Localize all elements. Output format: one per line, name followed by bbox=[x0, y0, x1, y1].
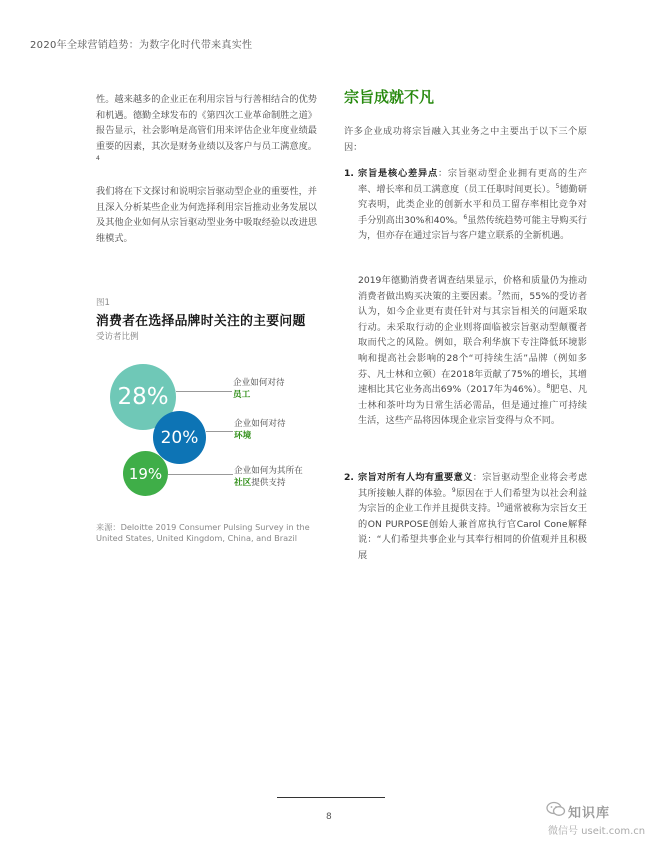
footnote-ref: 10 bbox=[496, 502, 504, 510]
footer-divider bbox=[277, 797, 385, 798]
label-highlight: 环境 bbox=[234, 431, 252, 441]
label-text: 企业如何为其所在 bbox=[234, 466, 303, 476]
bubble-label-community bbox=[234, 465, 303, 489]
figure-title: 消费者在选择品牌时关注的主要问题 bbox=[96, 314, 306, 329]
label-highlight: 社区 bbox=[234, 478, 252, 488]
left-paragraph-2: 我们将在下文探讨和说明宗旨驱动型企业的重要性，并且深入分析某些企业为何选择利用宗旨推动业务发展以及其他企业如何从宗旨驱动型业务中吸取经验以改进思维模式。 bbox=[96, 186, 317, 244]
list-number: 1. bbox=[344, 168, 354, 179]
bubble-label-employees bbox=[233, 377, 285, 401]
list-lead: 宗旨是核心差异点 bbox=[358, 168, 438, 179]
list-text: 原因在于人们希望为以社会利益为宗旨的企业工作并且提供支持。 bbox=[358, 487, 588, 515]
list-item-1 bbox=[344, 166, 587, 244]
list-lead: 宗旨对所有人均有重要意义 bbox=[358, 472, 473, 483]
list-text: 通常被称为宗旨女王的ON PURPOSE创始人兼首席执行官Carol Cone解释说：“人们希望共事企业与其奉行相同的价值观并且积极展 bbox=[358, 503, 588, 561]
intro-paragraph: 许多企业成功将宗旨融入其业务之中主要出于以下三个原因： bbox=[344, 126, 587, 153]
footnote-ref: 9 bbox=[451, 486, 456, 494]
para-text: 肥皂、凡士林和茶叶均为日常生活必需品，但是通过推广可持续生活，这些产品将因体现企业宗旨变得与众不同。 bbox=[358, 384, 588, 427]
watermark-brand: 知识库 bbox=[568, 806, 611, 821]
label-text: 提供支持 bbox=[251, 478, 286, 488]
footnote-ref: 8 bbox=[546, 383, 551, 391]
bubble-label-environment bbox=[234, 418, 286, 442]
left-paragraph-1 bbox=[96, 92, 317, 170]
list-text: ：宗旨驱动型企业拥有更高的生产率、增长率和员工满意度（员工任职时间更长）。 bbox=[358, 168, 588, 195]
list-text: ：宗旨驱动型企业将会考虑其所接触人群的体验。 bbox=[358, 472, 588, 499]
left-paragraph-1-text: 性。越来越多的企业正在利用宗旨与行善相结合的优势和机遇。德勤全球发布的《第四次工业革命制胜之道》报告显示，社会影响是高管们用来评估企业年度业绩最重要的因素，其次是财务业绩以及客户与员工满意度。 bbox=[96, 94, 317, 152]
wechat-icon bbox=[546, 801, 566, 817]
list-number: 2. bbox=[344, 472, 354, 483]
bubble-environment: 20% bbox=[153, 411, 206, 464]
figure-subtitle: 受访者比例 bbox=[96, 332, 139, 342]
page-number: 8 bbox=[326, 812, 332, 822]
label-text: 企业如何对待 bbox=[233, 378, 285, 388]
mid-paragraph bbox=[358, 273, 587, 429]
connector-line bbox=[206, 431, 233, 432]
list-item-2 bbox=[344, 470, 587, 564]
footnote-ref: 7 bbox=[497, 289, 502, 297]
connector-line bbox=[168, 474, 233, 475]
para-text: 2019年德勤消费者调查结果显示，价格和质量仍为推动消费者做出购买决策的主要因素。 bbox=[358, 275, 587, 302]
section-title: 宗旨成就不凡 bbox=[344, 88, 435, 106]
bubble-employees: 28% bbox=[110, 364, 176, 430]
footnote-ref: 5 bbox=[555, 182, 560, 190]
list-text: 德勤研究表明，此类企业的创新水平和员工留存率相比竞争对手分别高出30%和40%。 bbox=[358, 183, 587, 226]
page-header: 2020年全球营销趋势：为数字化时代带来真实性 bbox=[30, 40, 253, 51]
bubble-community: 19% bbox=[123, 451, 168, 496]
footnote-ref: 6 bbox=[463, 213, 468, 221]
list-text: 虽然传统趋势可能主导购买行为，但亦存在通过宗旨与客户建立联系的全新机遇。 bbox=[358, 214, 587, 242]
watermark-sub: 微信号 useit.com.cn bbox=[548, 826, 646, 837]
footnote-ref: 4 bbox=[96, 155, 100, 163]
figure-label: 图1 bbox=[96, 298, 110, 308]
connector-line bbox=[176, 391, 232, 392]
para-text: 然而，55%的受访者认为，如今企业更有责任针对与其宗旨相关的问题采取行动。未采取行动的企业则将面临被宗旨驱动型颠覆者取而代之的风险。例如，联合利华旗下专注降低环境影响和提高社会影响的28个“可持续生活”品牌（例如多芬、凡士林和立顿）在2018年贡献了75%的增长，其增速相比其它业务高出69%（2017年为46%）。 bbox=[358, 290, 588, 396]
label-text: 企业如何对待 bbox=[234, 419, 286, 429]
figure-source: 来源：Deloitte 2019 Consumer Pulsing Survey in the United States, United Kingdom, China, and Brazil bbox=[96, 522, 310, 543]
label-highlight: 员工 bbox=[233, 390, 251, 400]
